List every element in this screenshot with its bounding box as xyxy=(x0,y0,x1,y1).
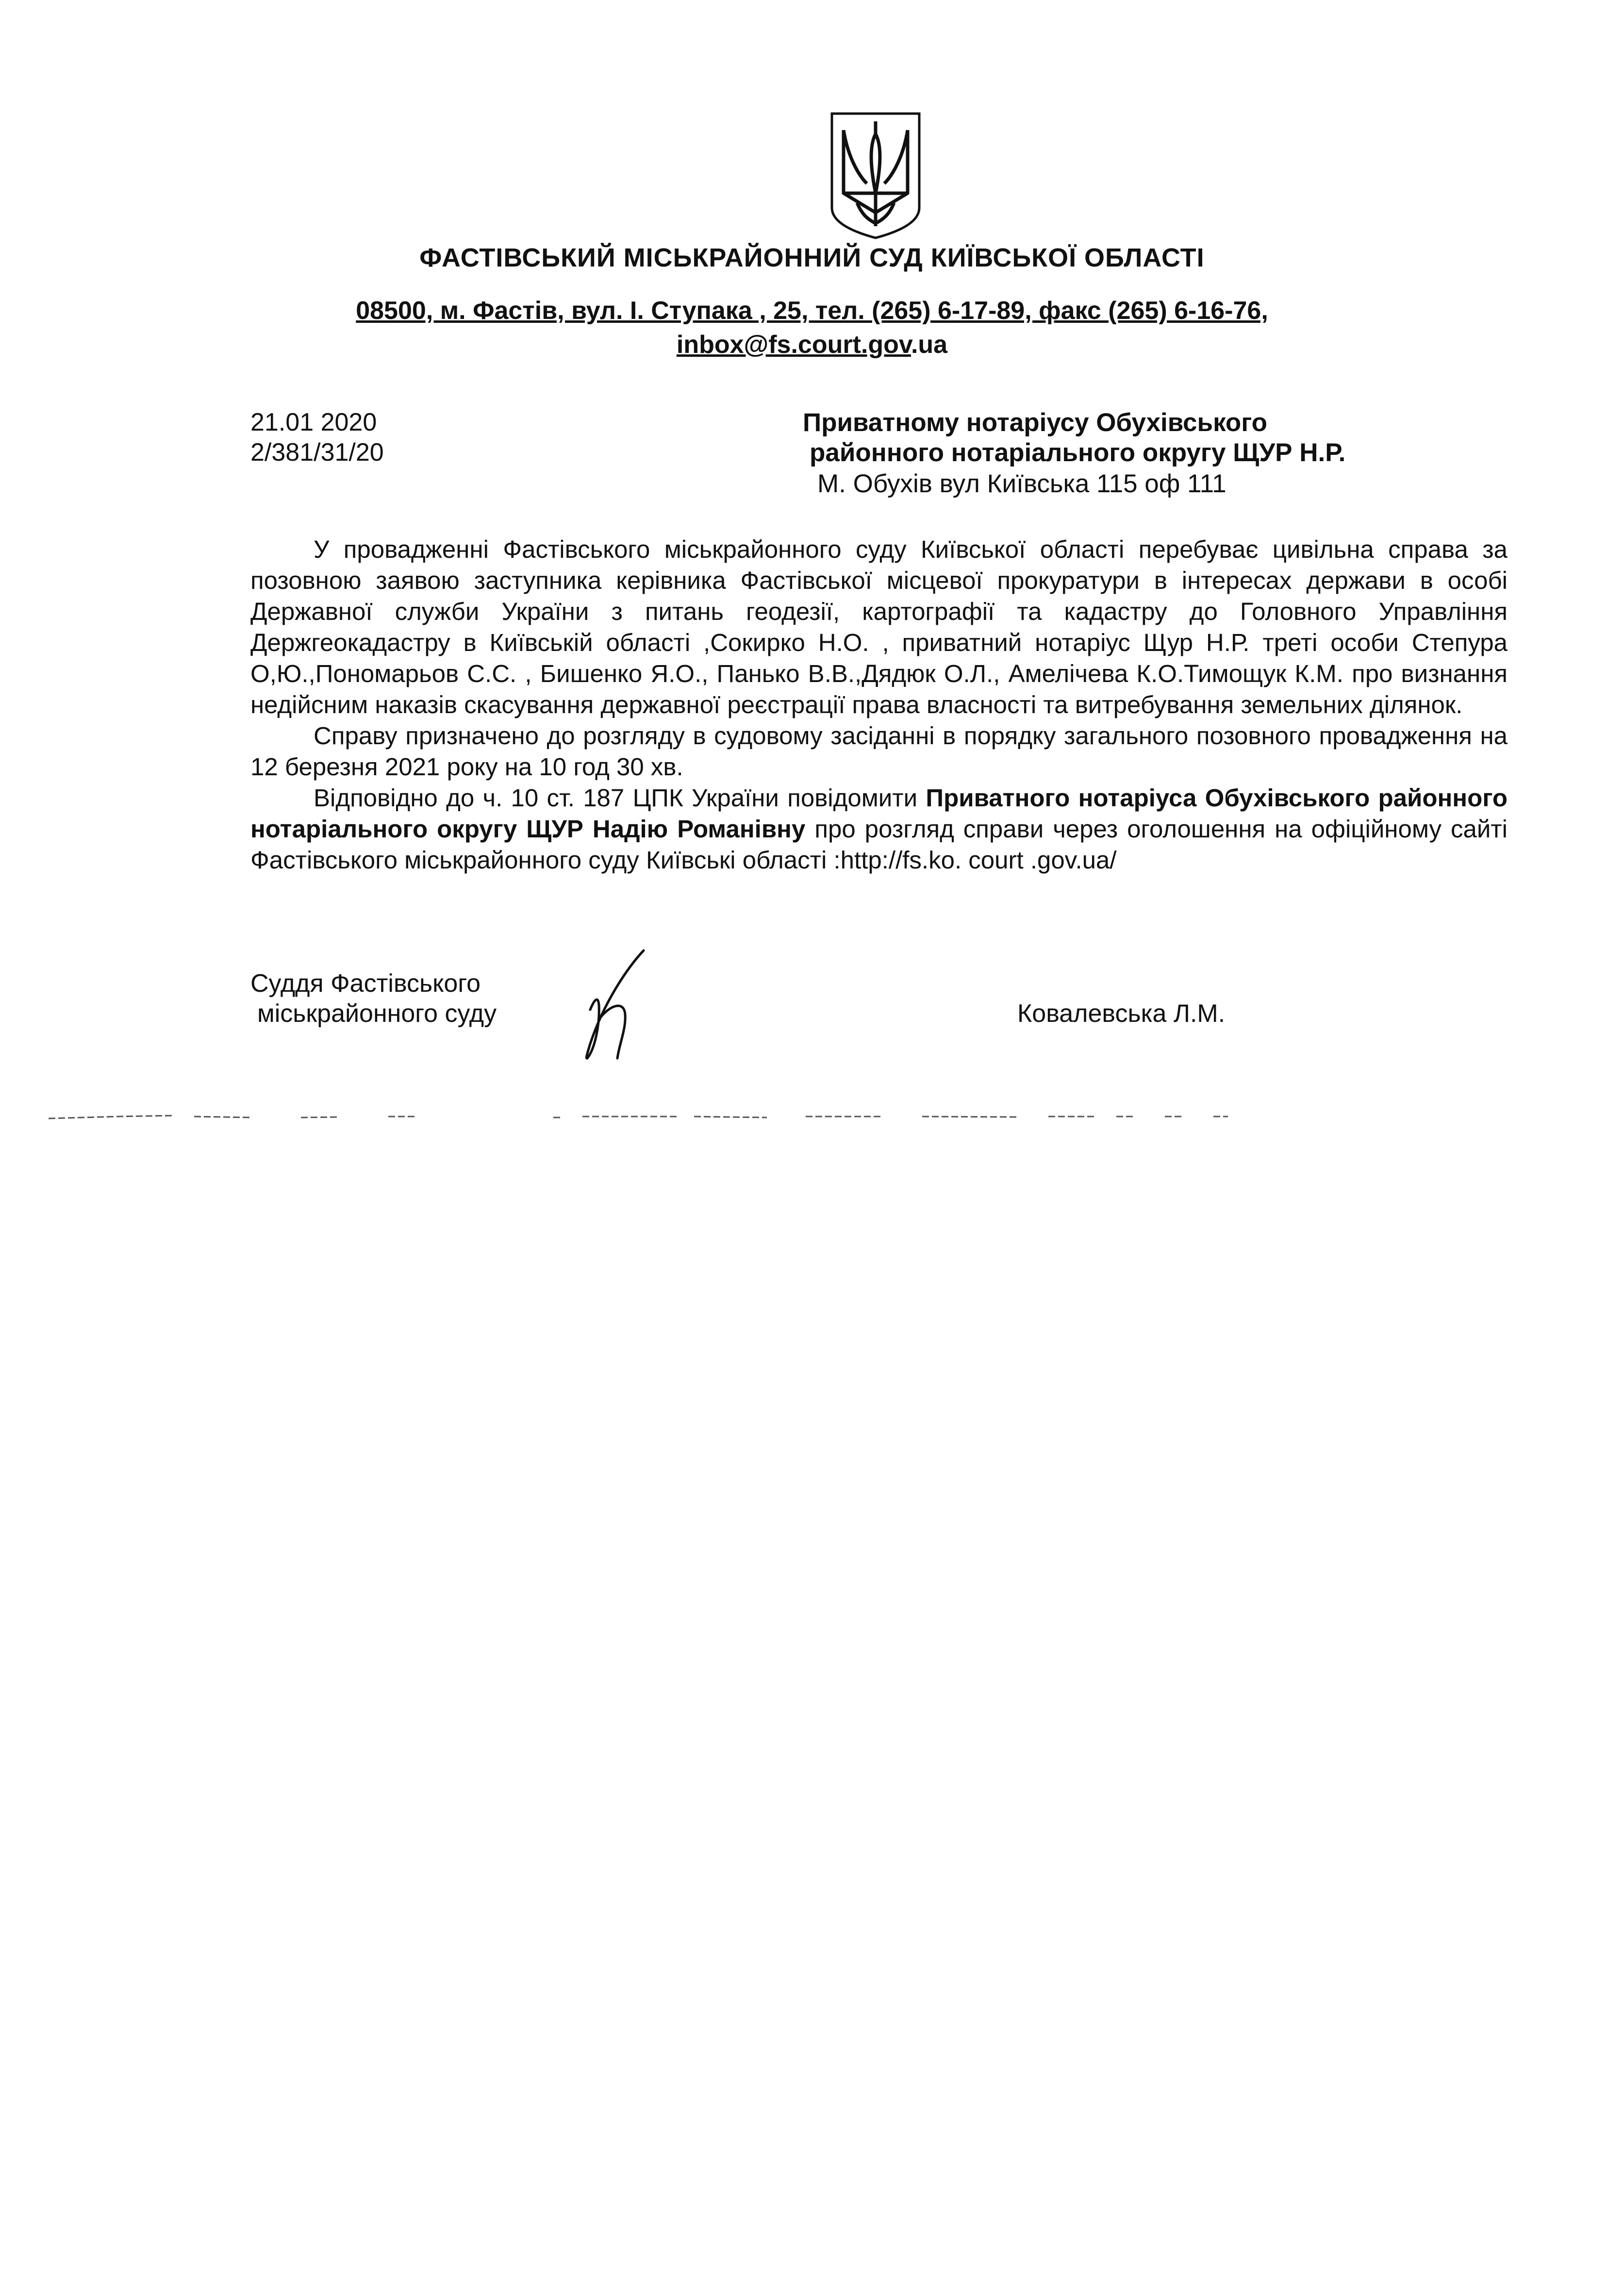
court-address: 08500, м. Фастів, вул. І. Ступака , 25, тел. (265) 6-17-89, факс (265) 6-16-76, xyxy=(356,297,1268,325)
body-paragraph-3-end: про розгляд справи через оголошення на офіційному сайті Фастівського міськрайонного суду Київські області :http://fs.ko. court .gov.ua/ xyxy=(250,815,1508,874)
court-name: ФАСТІВСЬКИЙ МІСЬКРАЙОННИЙ СУД КИЇВСЬКОЇ ОБЛАСТІ xyxy=(419,243,1205,272)
court-email-suffix: .ua xyxy=(911,331,948,359)
body-paragraph-3 xyxy=(250,783,1508,876)
body-paragraph-2: Справу призначено до розгляду в судовому засіданні в порядку загального позовного провадження на 12 березня 2021 року на 10 год 30 хв. xyxy=(250,722,1508,781)
scan-artifact-line xyxy=(49,1112,1228,1121)
letter-date: 21.01 2020 xyxy=(250,408,377,436)
court-email-line xyxy=(0,330,1624,359)
body-paragraph-3-notary: Приватного нотаріуса Обухівського районного нотаріального округу ЩУР Надію Романівну xyxy=(250,784,1508,843)
judge-name: Ковалевська Л.М. xyxy=(1017,1000,1226,1028)
addressee-line-2: районного нотаріального округу ЩУР Н.Р. xyxy=(810,438,1346,467)
signature-icon xyxy=(571,947,653,1063)
addressee-line-1: Приватному нотаріусу Обухівського xyxy=(803,408,1268,437)
trident-emblem-icon xyxy=(828,111,923,241)
letter-body xyxy=(250,534,1508,876)
body-paragraph-1: У провадженні Фастівського міськрайонного суду Київської області перебуває цивільна справа за позовною заявою заступника керівника Фастівської місцевої прокуратури в інтересах держави в особі Державної служби України з питань геодезії, картографії та кадастру до Головного Управління Держгеокадастру в Київській області ,Сокирко Н.О. , приватний нотаріус Щур Н.Р. треті особи Степура О,Ю.,Пономарьов С.С. , Бишенко Я.О., Панько В.В.,Дядюк О.Л., Амелічева К.О.Тимощук К.М. про визнання недійсним наказів скасування державної реєстрації права власності та витребування земельних ділянок. xyxy=(250,535,1508,718)
judge-title-line-1: Суддя Фастівського xyxy=(250,969,481,998)
body-paragraph-3-start: Відповідно до ч. 10 ст. 187 ЦПК України повідомити xyxy=(314,784,926,812)
registration-number: 2/381/31/20 xyxy=(250,438,384,467)
judge-title-line-2: міськрайонного суду xyxy=(257,1000,497,1028)
addressee-line-3: М. Обухів вул Київська 115 оф 111 xyxy=(817,469,1226,498)
court-email-link[interactable]: inbox@fs.court.gov xyxy=(676,331,911,359)
